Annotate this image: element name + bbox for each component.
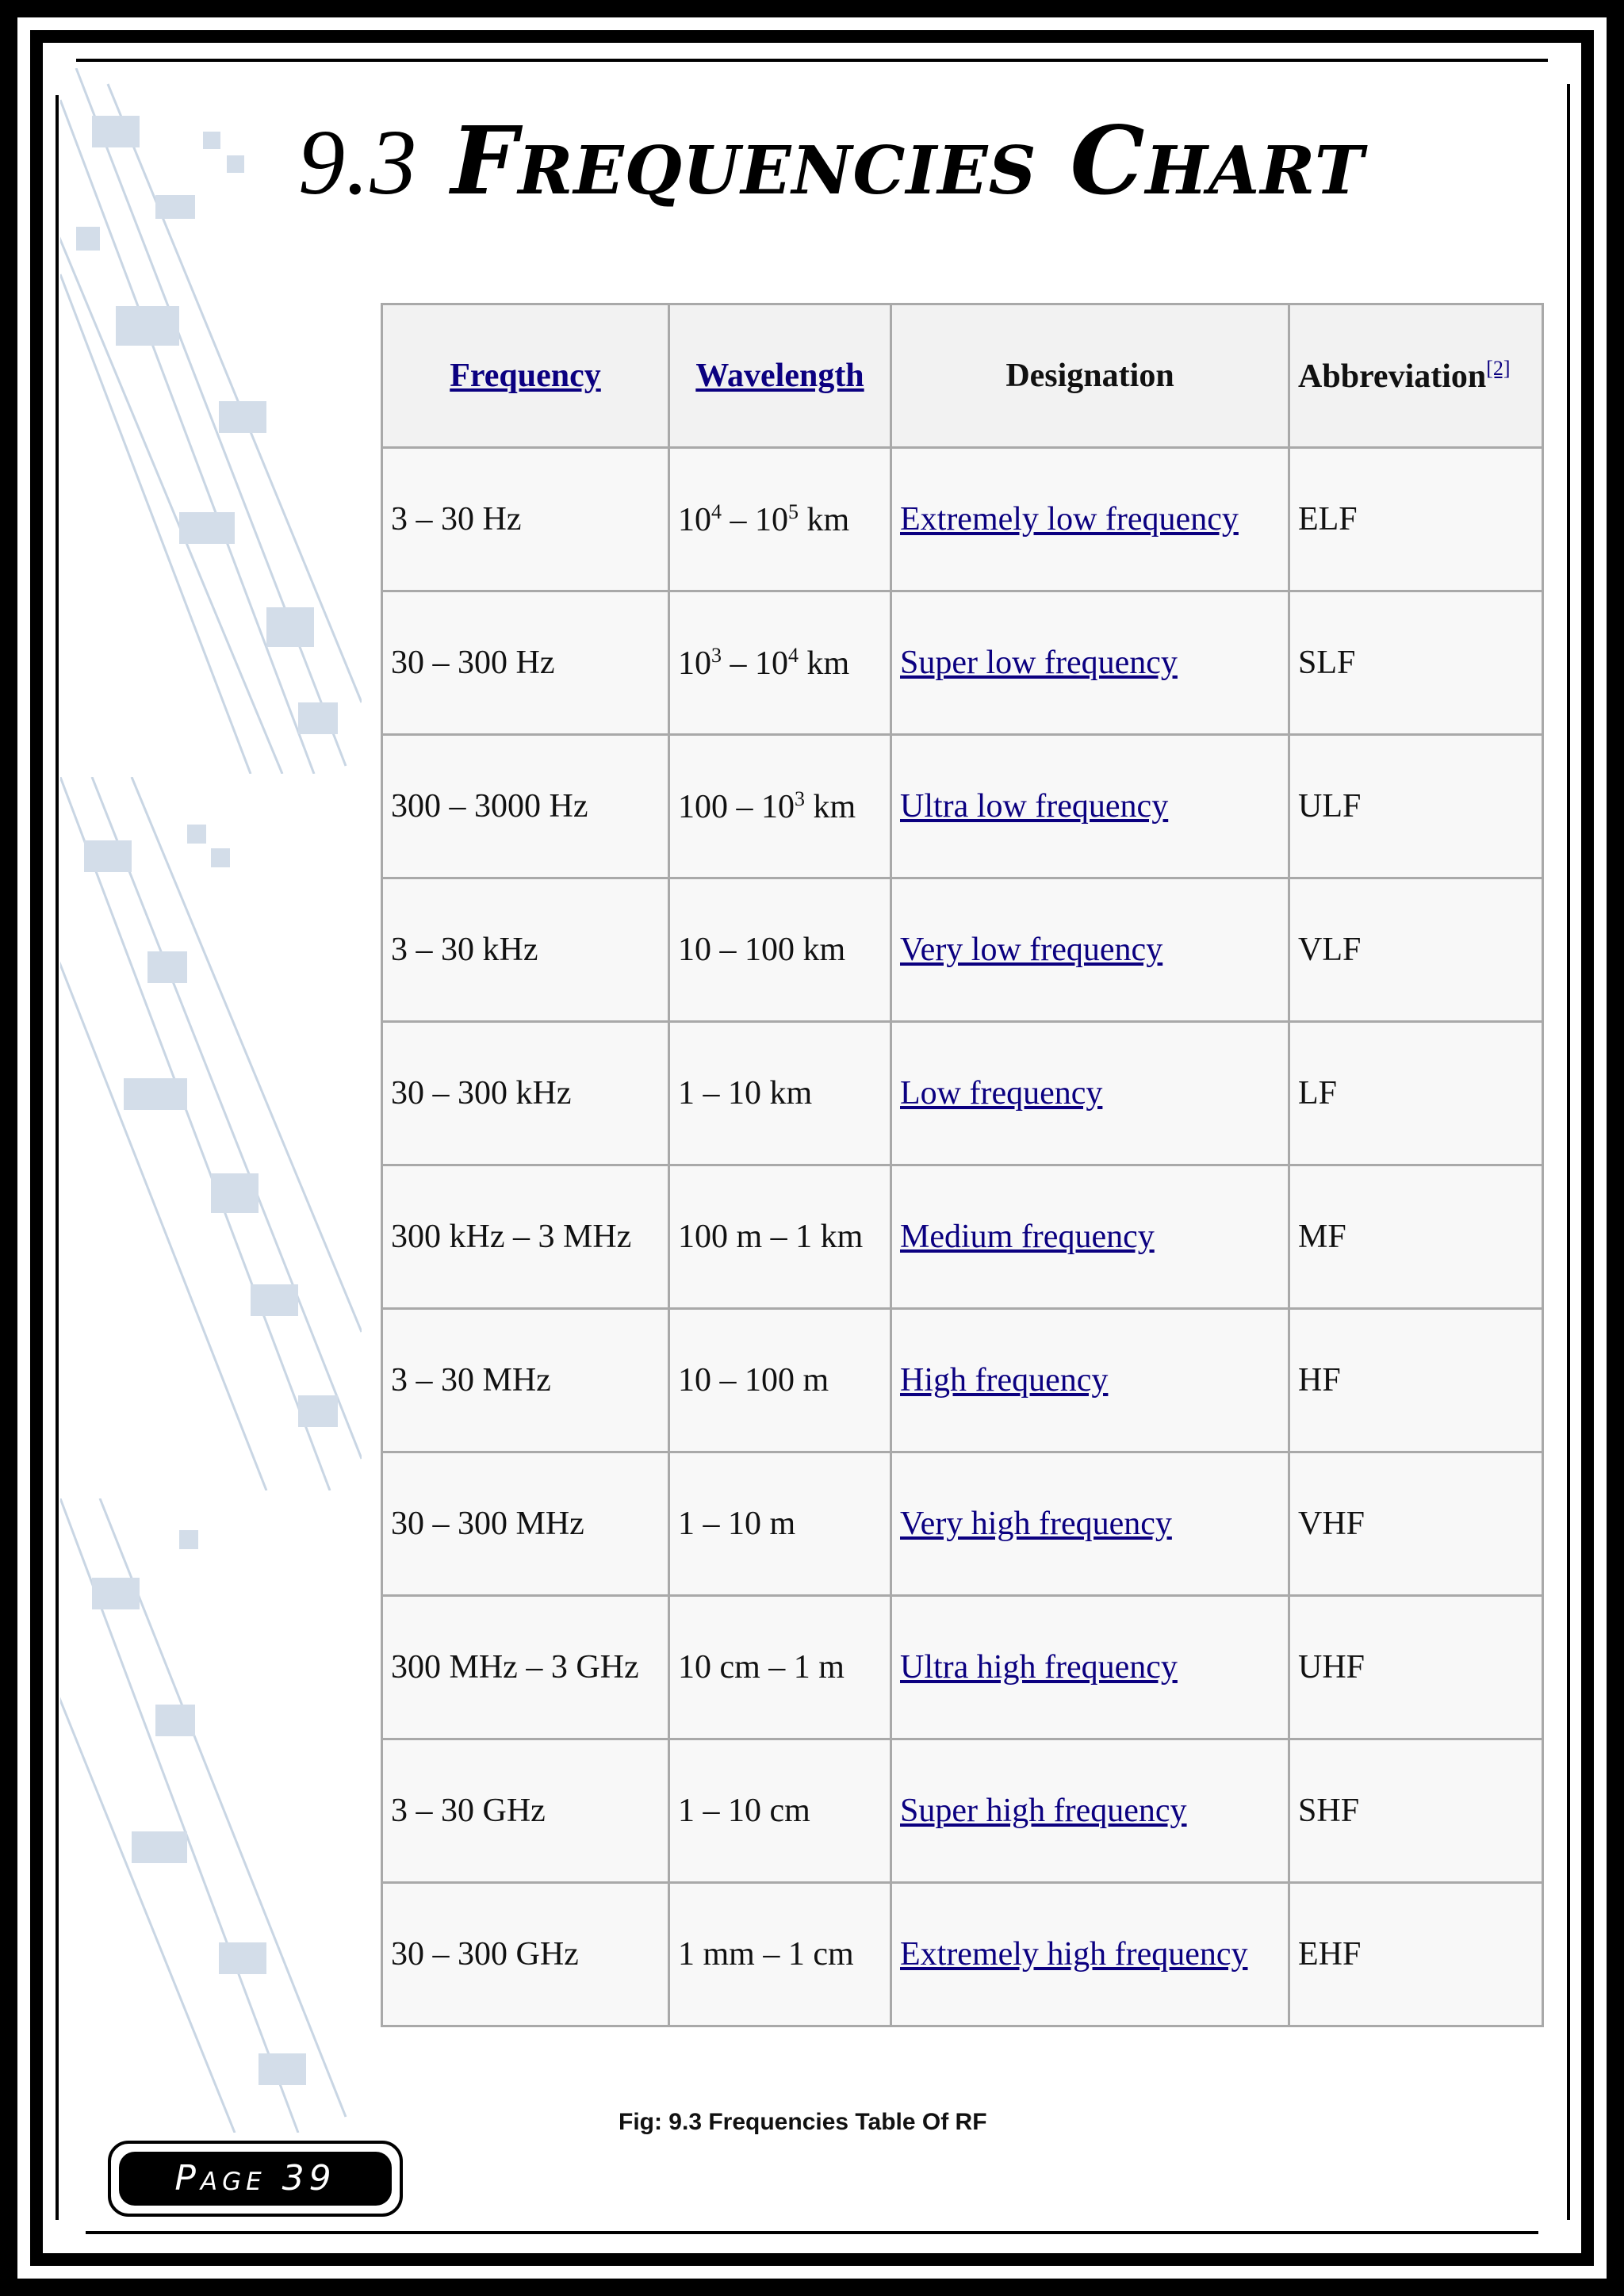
- header-abbreviation: [1289, 304, 1543, 448]
- frequency-table: [381, 303, 1544, 2027]
- cell-wavelength: [669, 591, 891, 735]
- cell-wavelength: 10 – 100 m: [669, 1309, 891, 1452]
- designation-link[interactable]: Extremely high frequency: [900, 1936, 1248, 1973]
- cell-designation[interactable]: [891, 1739, 1289, 1883]
- table-row: [382, 1739, 1543, 1883]
- table-row: [382, 1309, 1543, 1452]
- frame-rule-right: [1567, 84, 1570, 2220]
- cell-designation[interactable]: [891, 591, 1289, 735]
- table-row: [382, 1883, 1543, 2026]
- designation-link[interactable]: Medium frequency: [900, 1219, 1155, 1255]
- cell-frequency: 30 – 300 GHz: [382, 1883, 669, 2026]
- frame-rule-bottom: [86, 2231, 1538, 2234]
- circuit-pattern-icon: [60, 777, 362, 1490]
- designation-link[interactable]: High frequency: [900, 1362, 1109, 1399]
- cell-abbreviation: MF: [1289, 1165, 1543, 1309]
- cell-designation[interactable]: [891, 878, 1289, 1022]
- circuit-pattern-icon: [60, 1498, 362, 2133]
- cell-frequency: 300 kHz – 3 MHz: [382, 1165, 669, 1309]
- page-number-badge: [108, 2141, 403, 2217]
- cell-frequency: 3 – 30 MHz: [382, 1309, 669, 1452]
- wavelength-unit: km: [799, 645, 850, 682]
- table-row: [382, 878, 1543, 1022]
- table-row: [382, 1165, 1543, 1309]
- table-row: [382, 1452, 1543, 1596]
- cell-frequency: 3 – 30 GHz: [382, 1739, 669, 1883]
- wavelength-exponent: 4: [788, 643, 799, 667]
- title-number: 9.3: [298, 110, 418, 214]
- cell-designation[interactable]: [891, 1596, 1289, 1739]
- header-wavelength-link[interactable]: Wavelength: [695, 358, 864, 394]
- page-number-label: Page 39: [119, 2152, 392, 2206]
- designation-link[interactable]: Very low frequency: [900, 932, 1163, 968]
- wavelength-exponent: 3: [795, 786, 805, 810]
- cell-wavelength: 1 – 10 m: [669, 1452, 891, 1596]
- cell-wavelength: 1 – 10 cm: [669, 1739, 891, 1883]
- header-frequency-link[interactable]: Frequency: [450, 358, 601, 394]
- frame-rule-left: [56, 95, 59, 2220]
- cell-designation[interactable]: [891, 1309, 1289, 1452]
- header-designation: Designation: [891, 304, 1289, 448]
- wavelength-base: 10: [678, 645, 711, 682]
- header-abbreviation-label: Abbreviation: [1298, 358, 1487, 395]
- cell-wavelength: [669, 448, 891, 591]
- table-row: [382, 1596, 1543, 1739]
- table-row: [382, 448, 1543, 591]
- wavelength-base: 10: [678, 501, 711, 538]
- cell-frequency: 30 – 300 kHz: [382, 1022, 669, 1165]
- cell-designation[interactable]: [891, 448, 1289, 591]
- wavelength-exponent: 5: [788, 499, 799, 523]
- wavelength-base: – 10: [722, 501, 788, 538]
- cell-designation[interactable]: [891, 735, 1289, 878]
- cell-wavelength: 10 cm – 1 m: [669, 1596, 891, 1739]
- designation-link[interactable]: Ultra low frequency: [900, 788, 1169, 825]
- cell-frequency: 30 – 300 Hz: [382, 591, 669, 735]
- wavelength-unit: km: [799, 501, 850, 538]
- wavelength-exponent: 4: [711, 499, 722, 523]
- designation-link[interactable]: Ultra high frequency: [900, 1649, 1178, 1686]
- wavelength-base: 100 – 10: [678, 788, 795, 825]
- cell-abbreviation: EHF: [1289, 1883, 1543, 2026]
- cell-abbreviation: UHF: [1289, 1596, 1543, 1739]
- figure-caption: Fig: 9.3 Frequencies Table Of RF: [619, 2109, 987, 2135]
- cell-abbreviation: ULF: [1289, 735, 1543, 878]
- cell-wavelength: 10 – 100 km: [669, 878, 891, 1022]
- table-row: [382, 591, 1543, 735]
- cell-abbreviation: HF: [1289, 1309, 1543, 1452]
- wavelength-base: – 10: [722, 645, 788, 682]
- table-header-row: [382, 304, 1543, 448]
- header-wavelength[interactable]: [669, 304, 891, 448]
- cell-abbreviation: VLF: [1289, 878, 1543, 1022]
- cell-frequency: 30 – 300 MHz: [382, 1452, 669, 1596]
- cell-abbreviation: ELF: [1289, 448, 1543, 591]
- cell-abbreviation: LF: [1289, 1022, 1543, 1165]
- cell-abbreviation: SLF: [1289, 591, 1543, 735]
- circuit-decoration-bottom: [60, 1498, 362, 2133]
- table-row: [382, 1022, 1543, 1165]
- cell-abbreviation: VHF: [1289, 1452, 1543, 1596]
- cell-designation[interactable]: [891, 1883, 1289, 2026]
- wavelength-exponent: 3: [711, 643, 722, 667]
- cell-abbreviation: SHF: [1289, 1739, 1543, 1883]
- cell-frequency: 300 – 3000 Hz: [382, 735, 669, 878]
- cell-frequency: 3 – 30 Hz: [382, 448, 669, 591]
- header-frequency[interactable]: [382, 304, 669, 448]
- cell-wavelength: [669, 735, 891, 878]
- cell-designation[interactable]: [891, 1165, 1289, 1309]
- cell-designation[interactable]: [891, 1452, 1289, 1596]
- frame-rule-top: [76, 59, 1548, 62]
- page-title: [298, 94, 1503, 228]
- cell-wavelength: 1 – 10 km: [669, 1022, 891, 1165]
- cell-frequency: 300 MHz – 3 GHz: [382, 1596, 669, 1739]
- cell-frequency: 3 – 30 kHz: [382, 878, 669, 1022]
- designation-link[interactable]: Super low frequency: [900, 645, 1178, 681]
- cell-designation[interactable]: [891, 1022, 1289, 1165]
- title-text: Frequencies Chart: [450, 105, 1365, 216]
- designation-link[interactable]: Low frequency: [900, 1075, 1103, 1112]
- table-row: [382, 735, 1543, 878]
- designation-link[interactable]: Extremely low frequency: [900, 501, 1239, 538]
- cell-wavelength: 1 mm – 1 cm: [669, 1883, 891, 2026]
- designation-link[interactable]: Super high frequency: [900, 1793, 1187, 1829]
- cell-wavelength: 100 m – 1 km: [669, 1165, 891, 1309]
- designation-link[interactable]: Very high frequency: [900, 1506, 1172, 1542]
- wavelength-unit: km: [805, 788, 856, 825]
- circuit-decoration-middle: [60, 777, 362, 1490]
- reference-link[interactable]: [2]: [1486, 356, 1511, 380]
